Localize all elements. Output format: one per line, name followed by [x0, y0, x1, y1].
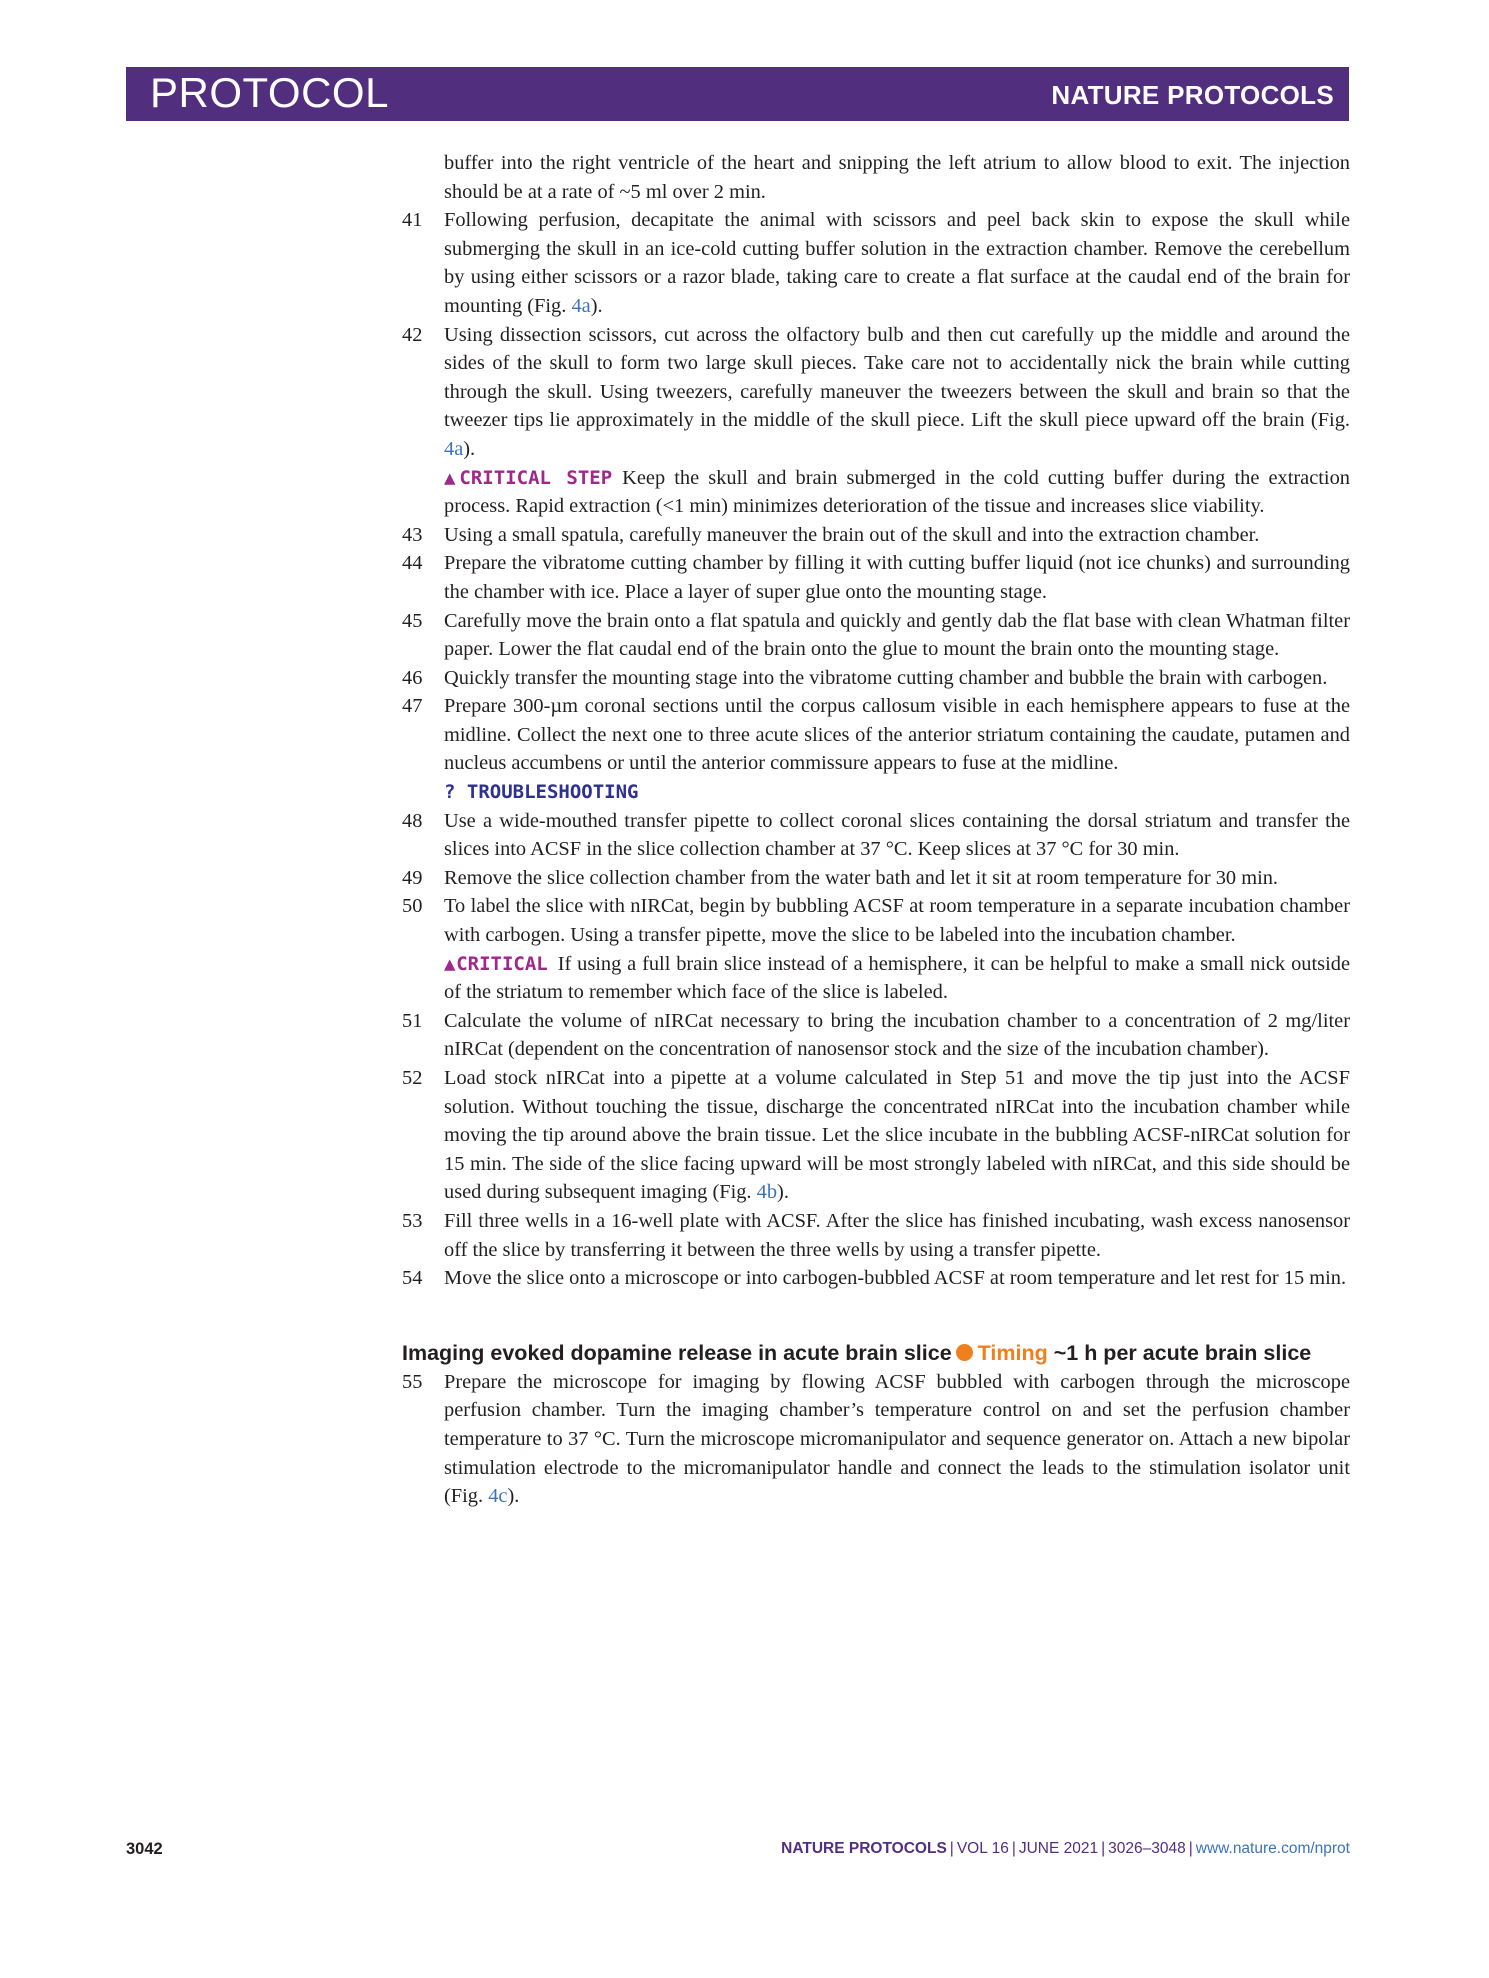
- article-type-label: PROTOCOL: [150, 69, 389, 116]
- step-49: [402, 864, 1350, 893]
- step-number: 49: [402, 866, 423, 889]
- step-52: [402, 1064, 1350, 1207]
- section-heading: [402, 1338, 1350, 1368]
- step-number: 48: [402, 809, 423, 832]
- troubleshooting-label[interactable]: ? TROUBLESHOOTING: [444, 781, 639, 804]
- page-number: 3042: [126, 1840, 163, 1858]
- step-number: 53: [402, 1209, 423, 1232]
- section-title: Imaging evoked dopamine release in acute brain slice: [402, 1340, 952, 1365]
- step-text: Following perfusion, decapitate the animal with scissors and peel back skin to expose the skull while submerging the skull in an ice-cold cutting buffer solution in the extraction chamber. Remove the cerebellum by using either scissors or a razor blade, taking care to create a flat surface at the caudal end of the brain for mounting (Fig. 4a).: [444, 209, 1350, 317]
- main-content: [402, 149, 1350, 1511]
- step-text: Prepare the vibratome cutting chamber by filling it with cutting buffer liquid (not ice chunks) and surrounding the chamber with ice. Place a layer of super glue onto the mounting stage.: [444, 552, 1350, 603]
- step-number: 46: [402, 666, 423, 689]
- critical-step-label: ▲CRITICAL STEP: [444, 466, 613, 489]
- troubleshooting-note: [444, 778, 1350, 807]
- step-text: Carefully move the brain onto a flat spatula and quickly and gently dab the flat base with clean Whatman filter paper. Lower the flat caudal end of the brain onto the glue to mount the brain onto the mounting stage.: [444, 609, 1350, 661]
- step-42: [402, 321, 1350, 521]
- step-47: [402, 692, 1350, 806]
- critical-note: ▲CRITICAL If using a full brain slice instead of a hemisphere, it can be helpful to make a small nick outside of the striatum to remember which face of the slice is labeled.: [444, 952, 1350, 1004]
- step-number: 45: [402, 609, 423, 632]
- step-45: [402, 607, 1350, 664]
- step-text: Move the slice onto a microscope or into carbogen-bubbled ACSF at room temperature and let rest for 15 min.: [444, 1267, 1347, 1290]
- step-number: 42: [402, 323, 423, 346]
- step-number: 43: [402, 523, 423, 546]
- figure-link[interactable]: 4b: [756, 1181, 778, 1204]
- critical-label: ▲CRITICAL: [444, 952, 548, 975]
- step-number: 44: [402, 552, 423, 575]
- step-text: Prepare the microscope for imaging by flowing ACSF bubbled with carbogen through the microscope perfusion chamber. Turn the imaging chamber’s temperature control on and set the perfusion chamber temperature to 37 °C. Turn the microscope micromanipulator and sequence generator on. Attach a new bipolar stimulation electrode to the micromanipulator handle and connect the leads to the stimulation isolator unit (Fig. 4c).: [444, 1370, 1350, 1508]
- step-text: Fill three wells in a 16-well plate with ACSF. After the slice has finished incubating, wash excess nanosensor off the slice by transferring it between the three wells by using a transfer pipette.: [444, 1209, 1350, 1261]
- step-43: [402, 521, 1350, 550]
- step-55: [402, 1368, 1350, 1511]
- step-text: Remove the slice collection chamber from the water bath and let it sit at room temperature for 30 min.: [444, 866, 1279, 889]
- step-text: Using a small spatula, carefully maneuver the brain out of the skull and into the extraction chamber.: [444, 523, 1260, 546]
- footer-url[interactable]: www.nature.com/nprot: [1195, 1840, 1350, 1857]
- step-text: To label the slice with nIRCat, begin by bubbling ACSF at room temperature in a separate incubation chamber with carbogen. Using a transfer pipette, move the slice to be labeled into the incubation chamber.: [444, 895, 1350, 947]
- footer-journal: NATURE PROTOCOLS: [781, 1840, 947, 1857]
- step-44: [402, 549, 1350, 606]
- step-51: [402, 1007, 1350, 1064]
- footer-pages: 3026–3048: [1108, 1840, 1186, 1857]
- critical-step-note: ▲CRITICAL STEP Keep the skull and brain submerged in the cold cutting buffer during the extraction process. Rapid extraction (<1 min) minimizes deterioration of the tissue and increases slice viability.: [444, 466, 1350, 518]
- step-46: [402, 664, 1350, 693]
- footer-citation: NATURE PROTOCOLS | VOL 16 | JUNE 2021 | 3026–3048 | www.nature.com/nprot: [781, 1840, 1350, 1857]
- timing-label: Timing: [977, 1340, 1048, 1365]
- step-number: 55: [402, 1370, 423, 1393]
- step-number: 54: [402, 1267, 423, 1290]
- footer-date: JUNE 2021: [1018, 1840, 1099, 1857]
- step-text: Prepare 300-µm coronal sections until the corpus callosum visible in each hemisphere appears to fuse at the midline. Collect the next one to three acute slices of the anterior striatum containing the caudate, putamen and nucleus accumbens or until the anterior commissure appears to fuse at the midline.: [444, 695, 1350, 775]
- figure-link[interactable]: 4a: [571, 294, 591, 317]
- step-number: 41: [402, 209, 423, 232]
- step-text: Using dissection scissors, cut across the olfactory bulb and then cut carefully up the middle and around the sides of the skull to form two large skull pieces. Take care not to accidentally nick the brain while cutting through the skull. Using tweezers, carefully maneuver the tweezers between the skull and brain so that the tweezer tips lie approximately in the middle of the skull piece. Lift the skull piece upward off the brain (Fig. 4a).: [444, 323, 1350, 460]
- step-53: [402, 1207, 1350, 1264]
- step-48: [402, 807, 1350, 864]
- step-number: 50: [402, 895, 423, 918]
- journal-name-header: NATURE PROTOCOLS: [1051, 80, 1334, 110]
- step-text: Load stock nIRCat into a pipette at a volume calculated in Step 51 and move the tip just into the ACSF solution. Without touching the tissue, discharge the concentrated nIRCat into the incubation chamber while moving the tip around above the brain tissue. Let the slice incubate in the bubbling ACSF-nIRCat solution for 15 min. The side of the slice facing upward will be most strongly labeled with nIRCat, and this side should be used during subsequent imaging (Fig. 4b).: [444, 1067, 1350, 1204]
- step-number: 47: [402, 695, 423, 718]
- step-50: [402, 892, 1350, 1006]
- timing-dot-icon: [956, 1344, 973, 1361]
- step-number: 51: [402, 1009, 423, 1032]
- step-text: Quickly transfer the mounting stage into the vibratome cutting chamber and bubble the brain with carbogen.: [444, 666, 1328, 689]
- figure-link[interactable]: 4c: [488, 1485, 508, 1508]
- step-54: [402, 1264, 1350, 1293]
- figure-link[interactable]: 4a: [444, 437, 464, 460]
- step-41: [402, 206, 1350, 320]
- footer-volume: VOL 16: [956, 1840, 1009, 1857]
- header-bar: [126, 67, 1349, 121]
- step-text: Calculate the volume of nIRCat necessary to bring the incubation chamber to a concentration of 2 mg/liter nIRCat (dependent on the concentration of nanosensor stock and the size of the incubation chamber).: [444, 1009, 1350, 1061]
- continued-paragraph: buffer into the right ventricle of the heart and snipping the left atrium to allow blood to exit. The injection should be at a rate of ~5 ml over 2 min.: [444, 152, 1350, 203]
- step-text: Use a wide-mouthed transfer pipette to collect coronal slices containing the dorsal striatum and transfer the slices into ACSF in the slice collection chamber at 37 °C. Keep slices at 37 °C for 30 min.: [444, 809, 1350, 861]
- step-number: 52: [402, 1067, 423, 1089]
- timing-value: ~1 h per acute brain slice: [1053, 1340, 1312, 1365]
